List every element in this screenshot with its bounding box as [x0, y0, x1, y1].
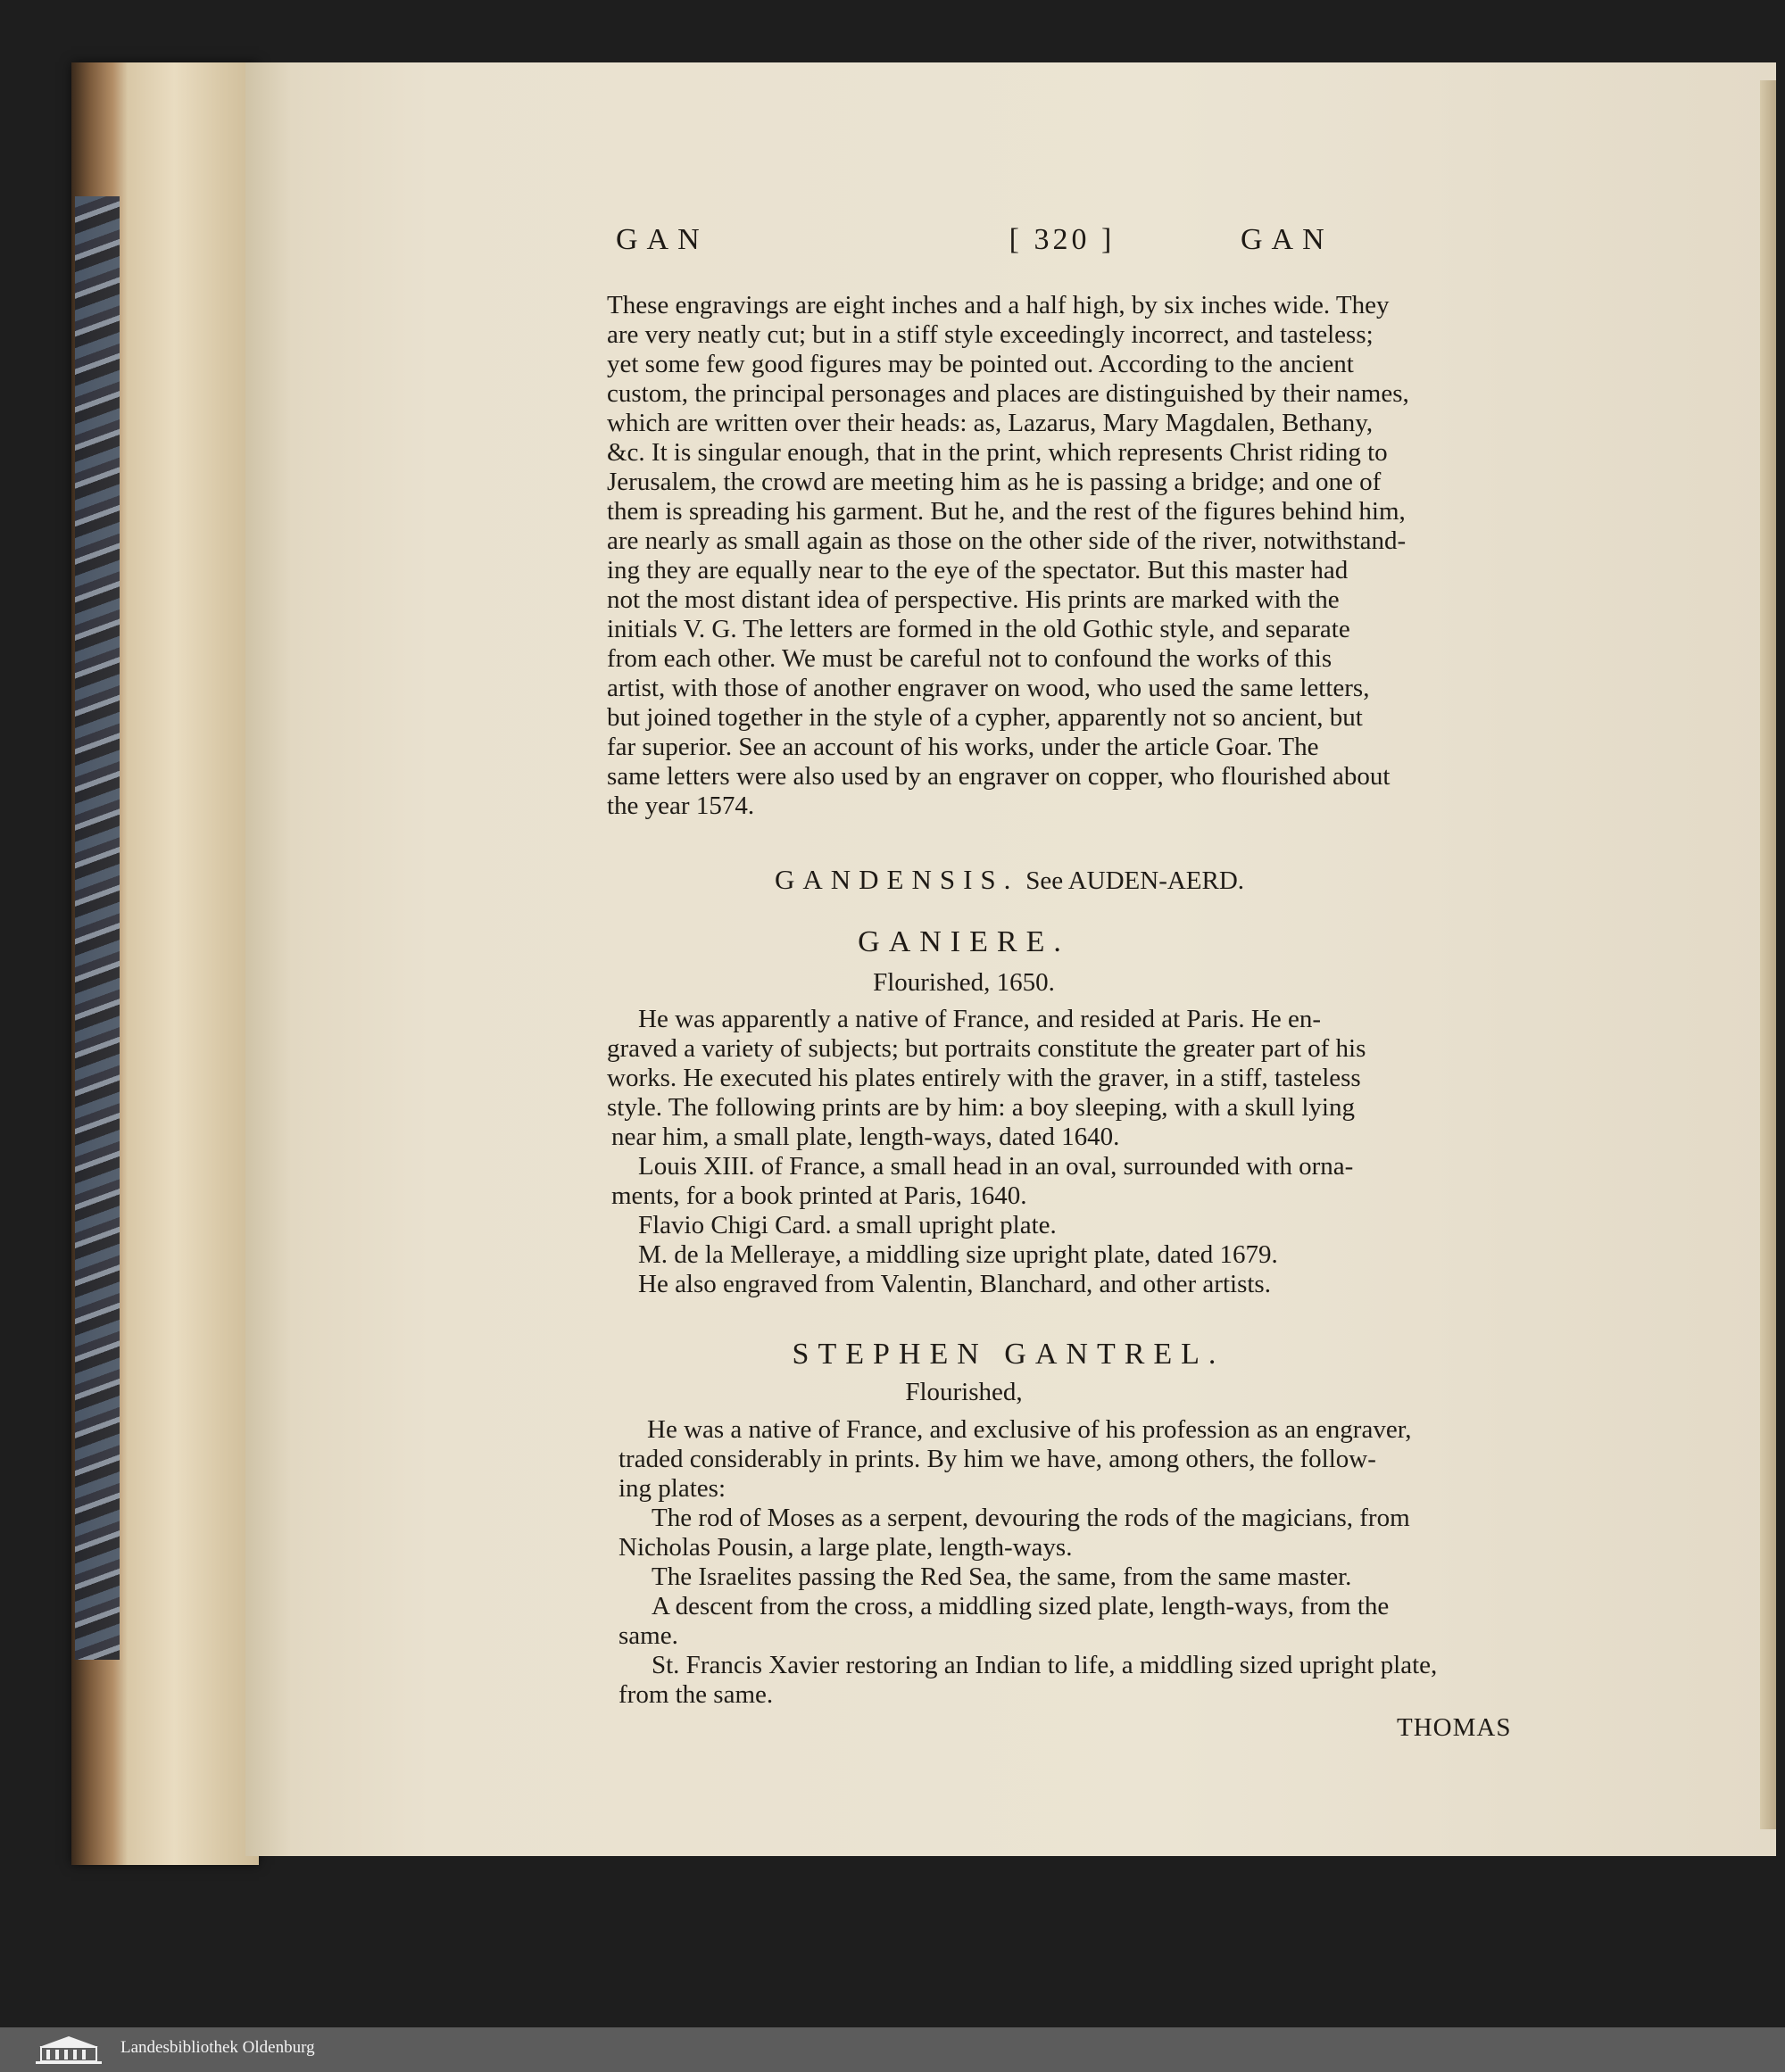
text-line: These engravings are eight inches and a half high, by six inches wide. They: [607, 291, 1390, 319]
gandensis-cross-reference: See AUDEN-AERD.: [1025, 866, 1245, 895]
text-line: not the most distant idea of perspective. His prints are marked with the: [607, 585, 1340, 614]
text-line: The rod of Moses as a serpent, devouring the rods of the magicians, from: [652, 1504, 1410, 1532]
text-line: St. Francis Xavier restoring an Indian to life, a middling sized upright plate,: [652, 1651, 1438, 1679]
text-line: same.: [619, 1621, 678, 1650]
text-line: ments, for a book printed at Paris, 1640.: [611, 1181, 1027, 1210]
text-line: Flavio Chigi Card. a small upright plate.: [638, 1211, 1057, 1239]
marbled-cover-edge: [75, 196, 120, 1660]
text-line: traded considerably in prints. By him we have, among others, the follow-: [619, 1445, 1376, 1473]
text-line: He was apparently a native of France, and resided at Paris. He en-: [638, 1005, 1321, 1033]
ganiere-heading: GANIERE.: [858, 925, 1070, 958]
text-line: Louis XIII. of France, a small head in an oval, surrounded with orna-: [638, 1152, 1354, 1181]
text-line: them is spreading his garment. But he, and the rest of the figures behind him,: [607, 497, 1406, 526]
text-line: artist, with those of another engraver on wood, who used the same letters,: [607, 674, 1370, 702]
text-line: but joined together in the style of a cypher, apparently not so ancient, but: [607, 703, 1363, 732]
gandensis-entry: [775, 864, 1244, 896]
text-line: from the same.: [619, 1680, 774, 1709]
text-line: ing they are equally near to the eye of the spectator. But this master had: [607, 556, 1349, 584]
library-name: Landesbibliothek Oldenburg: [120, 2038, 315, 2057]
text-line: same letters were also used by an engraver on copper, who flourished about: [607, 762, 1391, 791]
text-line: near him, a small plate, length-ways, dated 1640.: [611, 1123, 1120, 1151]
text-line: which are written over their heads: as, Lazarus, Mary Magdalen, Bethany,: [607, 409, 1374, 437]
footer-bar: [0, 2027, 1785, 2072]
text-line: from each other. We must be careful not to confound the works of this: [607, 644, 1333, 673]
running-head-left: GAN: [616, 223, 709, 256]
catchword: THOMAS: [1397, 1713, 1512, 1742]
text-line: custom, the principal personages and places are distinguished by their names,: [607, 379, 1409, 408]
text-line: initials V. G. The letters are formed in the old Gothic style, and separate: [607, 615, 1350, 643]
running-head-page-number: [ 320 ]: [1009, 223, 1116, 256]
text-line: works. He executed his plates entirely with the graver, in a stiff, tasteless: [607, 1064, 1361, 1092]
text-line: ing plates:: [619, 1474, 726, 1503]
text-line: A descent from the cross, a middling sized plate, length-ways, from the: [652, 1592, 1390, 1620]
text-line: yet some few good figures may be pointed out. According to the ancient: [607, 350, 1354, 378]
text-line: are very neatly cut; but in a stiff style exceedingly incorrect, and tasteless;: [607, 320, 1374, 349]
text-line: Jerusalem, the crowd are meeting him as he is passing a bridge; and one of: [607, 468, 1382, 496]
gandensis-heading: GANDENSIS.: [775, 864, 1019, 895]
text-line: &c. It is singular enough, that in the print, which represents Christ riding to: [607, 438, 1388, 467]
library-building-icon: [29, 2035, 109, 2065]
text-line: far superior. See an account of his works, under the article Goar. The: [607, 733, 1319, 761]
text-line: He also engraved from Valentin, Blanchard, and other artists.: [638, 1270, 1271, 1298]
running-head-right: GAN: [1241, 223, 1333, 256]
facing-page-edge: [1760, 80, 1776, 1829]
text-line: Nicholas Pousin, a large plate, length-ways.: [619, 1533, 1073, 1562]
text-line: He was a native of France, and exclusive of his profession as an engraver,: [647, 1415, 1412, 1444]
text-line: graved a variety of subjects; but portraits constitute the greater part of his: [607, 1034, 1366, 1063]
text-line: M. de la Melleraye, a middling size upright plate, dated 1679.: [638, 1240, 1278, 1269]
gantrel-heading: STEPHEN GANTREL.: [792, 1338, 1225, 1371]
text-line: the year 1574.: [607, 792, 755, 820]
text-line: style. The following prints are by him: a boy sleeping, with a skull lying: [607, 1093, 1355, 1122]
gantrel-flourished: Flourished,: [905, 1378, 1023, 1406]
text-line: The Israelites passing the Red Sea, the same, from the same master.: [652, 1562, 1352, 1591]
ganiere-flourished: Flourished, 1650.: [873, 968, 1055, 997]
text-line: are nearly as small again as those on the other side of the river, notwithstand-: [607, 526, 1407, 555]
